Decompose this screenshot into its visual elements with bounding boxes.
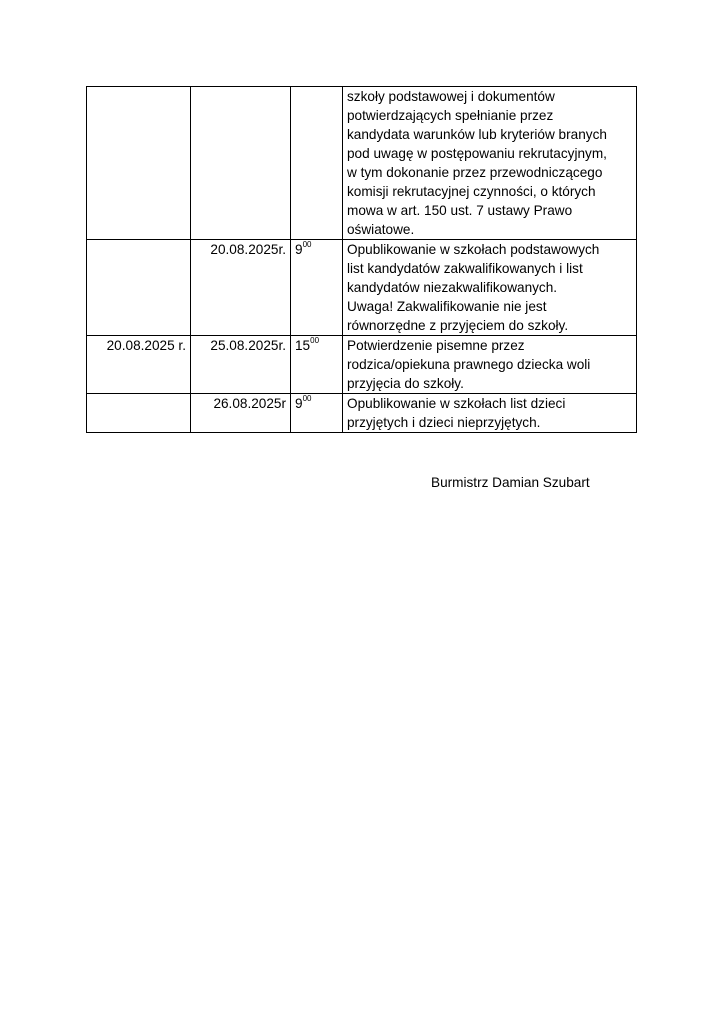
time-hour: 9 — [295, 242, 303, 257]
description-cell — [343, 336, 637, 394]
description-line: Potwierdzenie pisemne przez — [347, 338, 525, 353]
description-line: przyjęcia do szkoły. — [347, 376, 464, 391]
description-line: Opublikowanie w szkołach podstawowych — [347, 242, 600, 257]
description-line: Uwaga! Zakwalifikowanie nie jest — [347, 299, 547, 314]
table-row — [87, 240, 637, 336]
description-line: pod uwagę w postępowaniu rekrutacyjnym, — [347, 146, 607, 161]
time-minutes: 00 — [310, 336, 320, 346]
time-cell — [291, 394, 343, 433]
description-cell — [343, 394, 637, 433]
start-date: 20.08.2025 r. — [106, 338, 186, 353]
table-row — [87, 87, 637, 240]
end-date: 20.08.2025r. — [210, 242, 286, 257]
signature: Burmistrz Damian Szubart — [431, 475, 590, 490]
recruitment-schedule-table — [86, 86, 637, 433]
time-hour: 15 — [295, 338, 311, 353]
time-minutes: 00 — [302, 240, 312, 250]
time-cell — [291, 87, 343, 240]
table-row — [87, 336, 637, 394]
description-line: oświatowe. — [347, 222, 415, 237]
description-line: potwierdzających spełnianie przez — [347, 108, 554, 123]
description-line: przyjętych i dzieci nieprzyjętych. — [347, 415, 541, 430]
description-cell — [343, 87, 637, 240]
description-line: równorzędne z przyjęciem do szkoły. — [347, 318, 569, 333]
description-line: mowa w art. 150 ust. 7 ustawy Prawo — [347, 203, 573, 218]
schedule-table-body — [87, 87, 637, 433]
time-cell — [291, 240, 343, 336]
description-line: kandydatów niezakwalifikowanych. — [347, 280, 558, 295]
time-cell — [291, 336, 343, 394]
end-date: 25.08.2025r. — [210, 338, 286, 353]
description-line: Opublikowanie w szkołach list dzieci — [347, 396, 566, 411]
start-date-cell — [87, 240, 191, 336]
end-date-cell — [191, 394, 291, 433]
description-line: komisji rekrutacyjnej czynności, o których — [347, 184, 596, 199]
description-line: szkoły podstawowej i dokumentów — [347, 89, 555, 104]
table-row — [87, 394, 637, 433]
end-date: 26.08.2025r — [213, 396, 286, 411]
end-date-cell — [191, 336, 291, 394]
start-date-cell — [87, 87, 191, 240]
description-line: kandydata warunków lub kryteriów branych — [347, 127, 607, 142]
time-hour: 9 — [295, 396, 303, 411]
start-date-cell — [87, 394, 191, 433]
end-date-cell — [191, 87, 291, 240]
description-line: list kandydatów zakwalifikowanych i list — [347, 261, 583, 276]
description-line: rodzica/opiekuna prawnego dziecka woli — [347, 357, 591, 372]
start-date-cell — [87, 336, 191, 394]
time-minutes: 00 — [302, 394, 312, 404]
description-cell — [343, 240, 637, 336]
description-line: w tym dokonanie przez przewodniczącego — [347, 165, 603, 180]
end-date-cell — [191, 240, 291, 336]
